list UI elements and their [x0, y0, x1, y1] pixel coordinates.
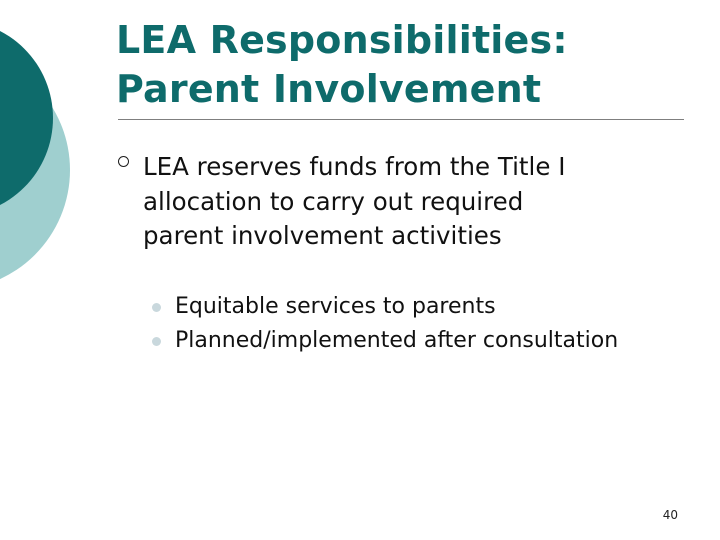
- sub-bullet-item: [152, 326, 712, 360]
- slide-title: [116, 16, 706, 114]
- title-line-2: Parent Involvement: [116, 67, 542, 111]
- filled-dot-bullet-icon: [152, 337, 161, 346]
- filled-dot-bullet-icon: [152, 303, 161, 312]
- title-divider: [118, 119, 684, 120]
- main-bullet-line-1: LEA reserves funds from the Title I: [143, 152, 566, 181]
- sub-bullet-text: Equitable services to parents: [175, 294, 496, 319]
- main-bullet-line-3: parent involvement activities: [143, 221, 502, 250]
- decorative-circles: [0, 0, 120, 300]
- main-bullet-line-2: allocation to carry out required: [143, 186, 524, 216]
- title-line-1: LEA Responsibilities:: [116, 18, 568, 62]
- sub-bullet-item: [152, 292, 712, 326]
- page-number: 40: [662, 508, 678, 522]
- main-bullet: [118, 150, 678, 254]
- main-bullet-text: [143, 150, 678, 254]
- sub-bullet-text: Planned/implemented after consultation: [175, 328, 619, 353]
- hollow-circle-bullet-icon: [118, 156, 129, 167]
- sub-bullet-list: [152, 292, 712, 360]
